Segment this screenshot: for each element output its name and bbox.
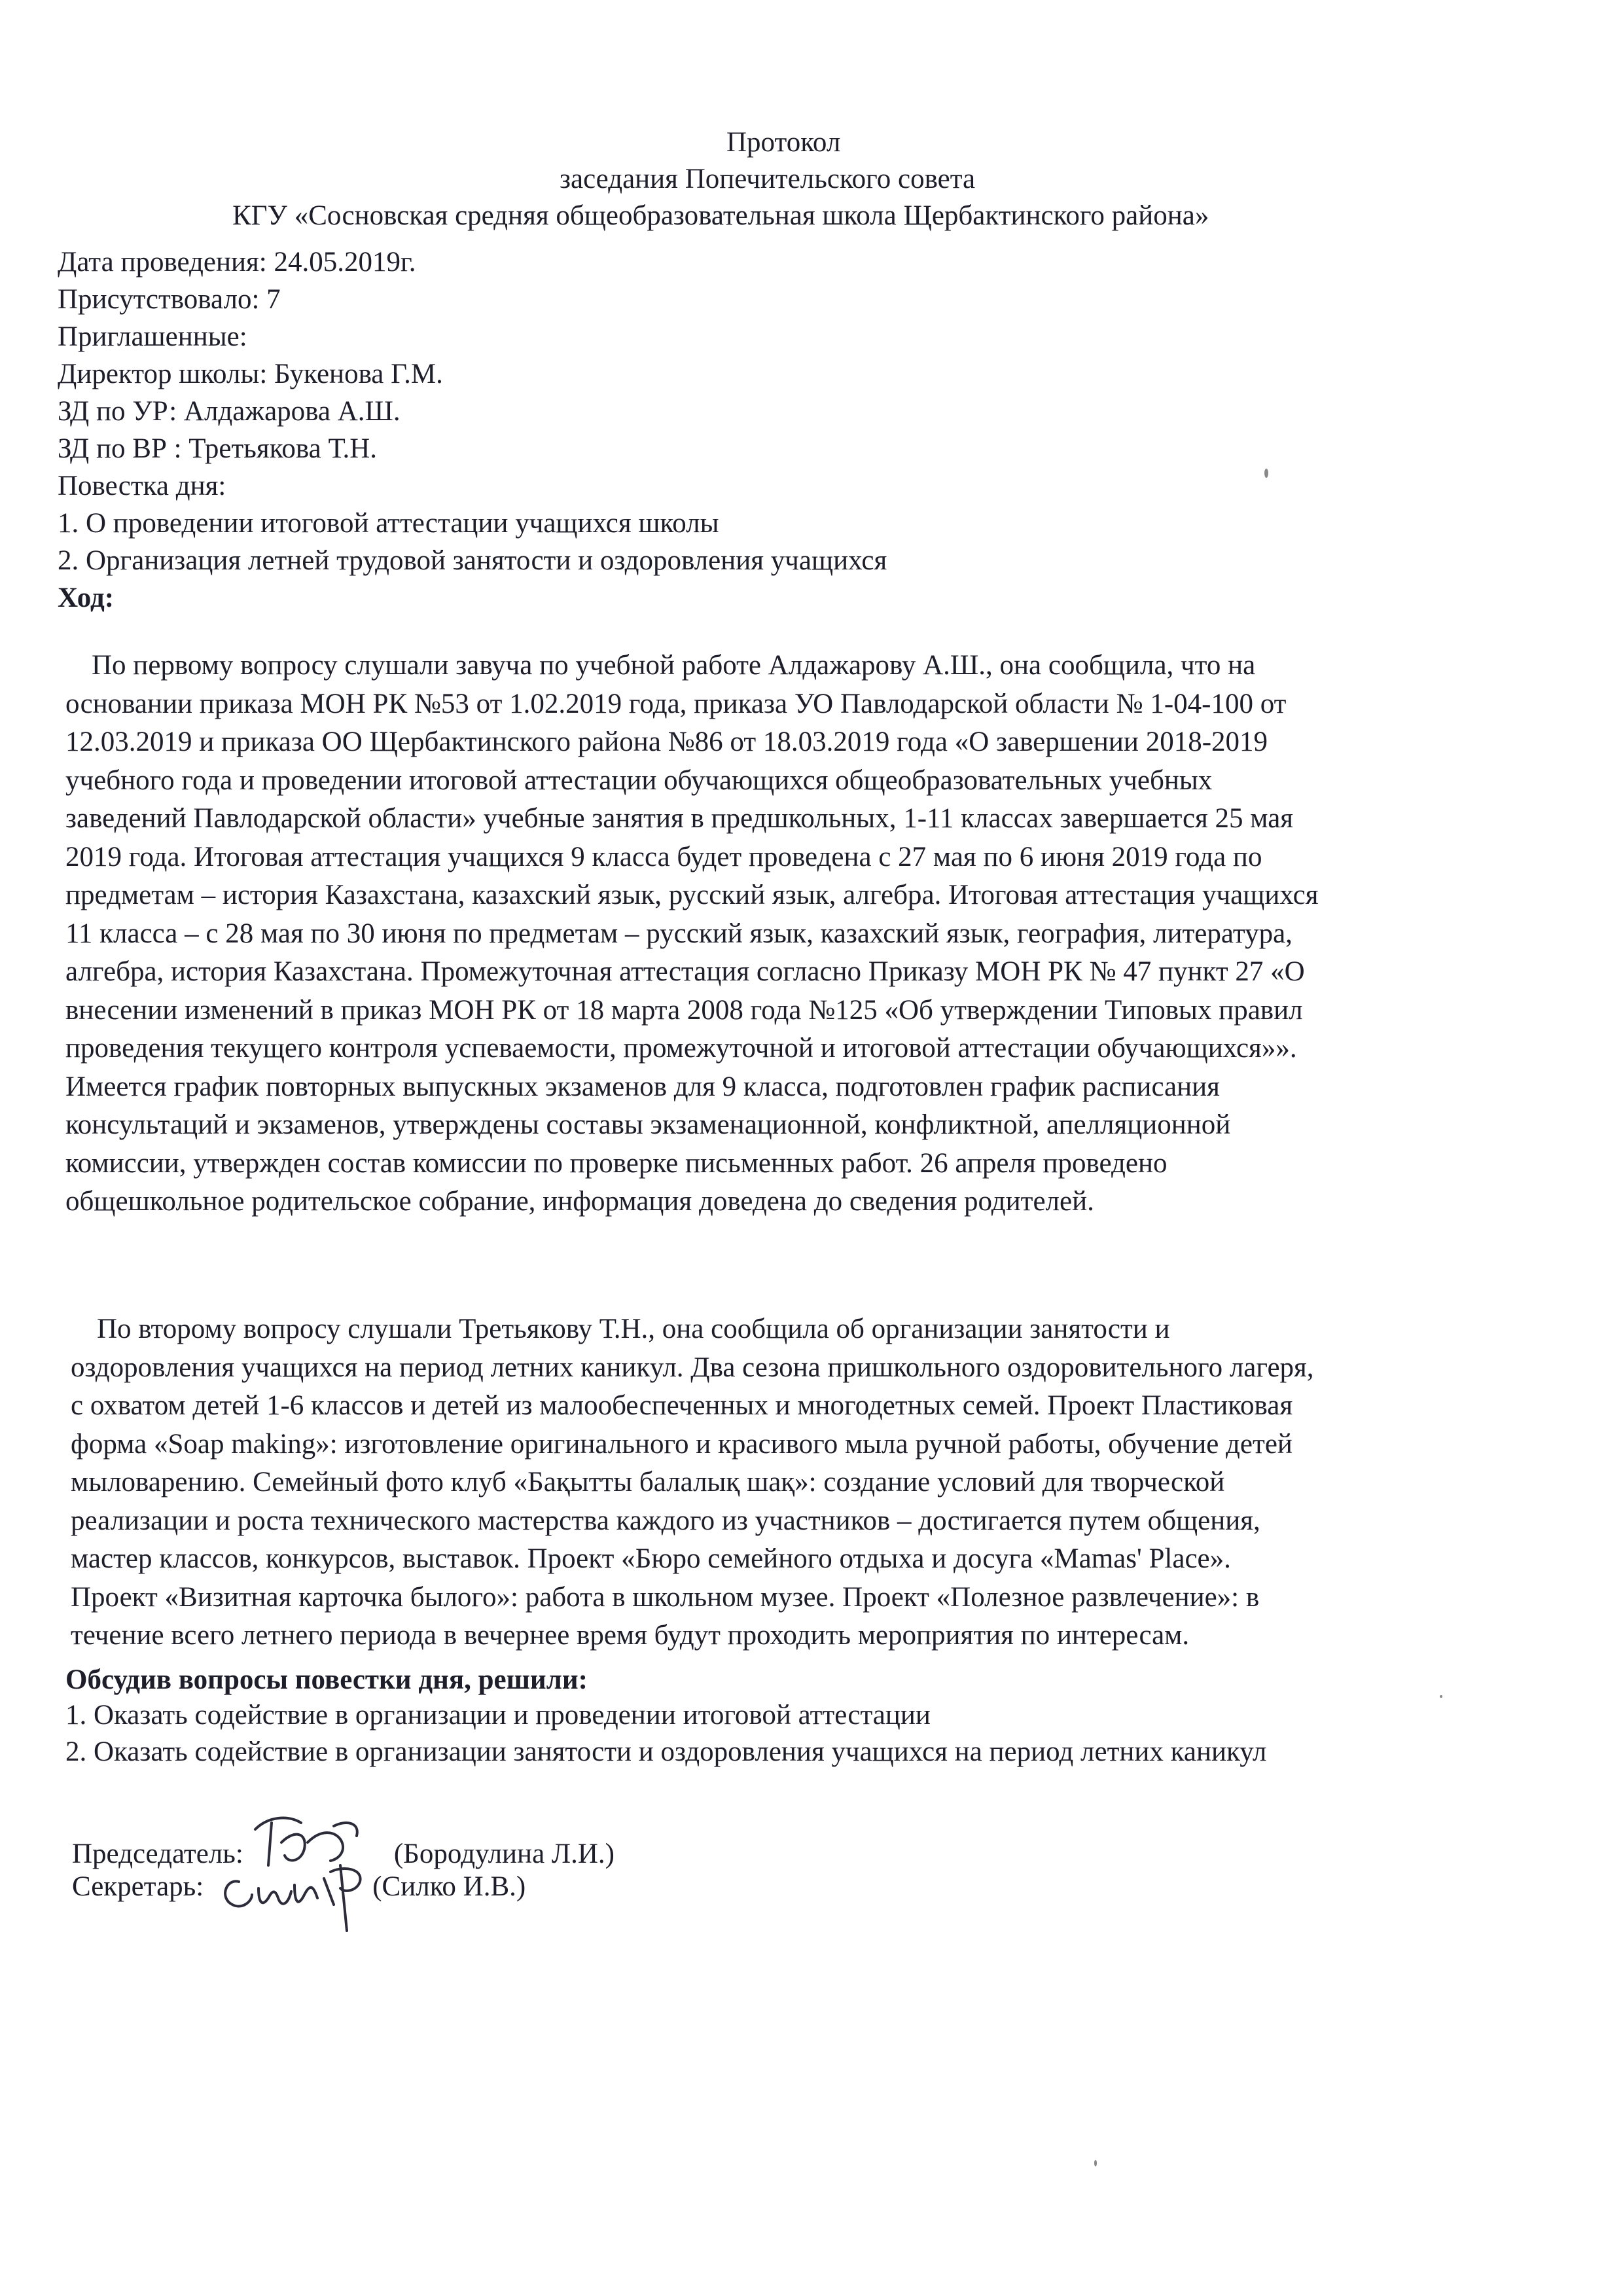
invited-label: Приглашенные:	[58, 321, 247, 352]
agenda-item: 1. О проведении итоговой аттестации учащихся школы	[58, 508, 719, 539]
agenda-item: 2. Организация летней трудовой занятости и оздоровления учащихся	[58, 545, 887, 576]
first-question-paragraph	[65, 647, 1544, 1221]
paragraph-line: учебного года и проведении итоговой аттестации обучающихся общеобразовательных учебных	[65, 764, 1213, 796]
paragraph-line: реализации и роста технического мастерства каждого из участников – достигается путем общения,	[71, 1505, 1260, 1536]
invited-deputy-vr: ЗД по ВР : Третьякова Т.Н.	[58, 433, 377, 464]
paragraph-line: комиссии, утвержден состав комиссии по проверке письменных работ. 26 апреля проведено	[65, 1147, 1168, 1179]
paragraph-line: форма «Soap making»: изготовление оригинального и красивого мыла ручной работы, обучение детей	[71, 1428, 1293, 1460]
paragraph-line: Имеется график повторных выпускных экзаменов для 9 класса, подготовлен график расписания	[65, 1071, 1220, 1102]
paragraph-line: течение всего летнего периода в вечернее время будут проходить мероприятия по интересам.	[71, 1620, 1190, 1651]
paragraph-line: предметам – история Казахстана, казахский язык, русский язык, алгебра. Итоговая аттестация учащихся	[65, 880, 1319, 910]
decision-item: 1. Оказать содействие в организации и проведении итоговой аттестации	[65, 1700, 931, 1731]
decision-item: 2. Оказать содействие в организации занятости и оздоровления учащихся на период летних каникул	[65, 1736, 1267, 1767]
proceedings-label: Ход:	[58, 583, 115, 613]
paragraph-line: Проект «Визитная карточка былого»: работа в школьном музее. Проект «Полезное развлечение»: в	[71, 1581, 1260, 1613]
scan-speck	[1094, 2160, 1097, 2166]
document-title: Протокол	[726, 127, 841, 158]
paragraph-line: внесении изменений в приказ МОН РК от 18 марта 2008 года №125 «Об утверждении Типовых правил	[65, 994, 1303, 1026]
second-question-paragraph	[71, 1310, 1550, 1655]
paragraph-line: основании приказа МОН РК №53 от 1.02.2019 года, приказа УО Павлодарской области № 1-04-100 от	[65, 688, 1287, 719]
meeting-date: Дата проведения: 24.05.2019г.	[58, 247, 416, 278]
paragraph-line: По второму вопросу слушали Третьякову Т.Н., она сообщила об организации занятости и	[97, 1314, 1170, 1344]
chair-name: (Бородулина Л.И.)	[393, 1839, 615, 1869]
scan-speck	[1440, 1695, 1442, 1698]
paragraph-line: алгебра, история Казахстана. Промежуточная аттестация согласно Приказу МОН РК № 47 пункт 27 «О	[65, 956, 1305, 987]
paragraph-line: заведений Павлодарской области» учебные занятия в предшкольных, 1-11 классах завершается 25 мая	[65, 803, 1294, 834]
paragraph-line: проведения текущего контроля успеваемости, промежуточной и итоговой аттестации обучающихся»».	[65, 1033, 1297, 1064]
organization-name: КГУ «Сосновская средняя общеобразовательная школа Щербактинского района»	[232, 200, 1209, 231]
paragraph-line: 2019 года. Итоговая аттестация учащихся 9 класса будет проведена с 27 мая по 6 июня 2019 года по	[65, 841, 1262, 872]
invited-deputy-ur: ЗД по УР: Алдажарова А.Ш.	[58, 396, 401, 427]
paragraph-line: мастер классов, конкурсов, выставок. Проект «Бюро семейного отдыха и досуга «Mamas' Place».	[71, 1543, 1231, 1574]
paragraph-line: 12.03.2019 и приказа ОО Щербактинского района №86 от 18.03.2019 года «О завершении 2018-2019	[65, 726, 1268, 757]
paragraph-line: общешкольное родительское собрание, информация доведена до сведения родителей.	[65, 1186, 1094, 1217]
paragraph-line: с охватом детей 1-6 классов и детей из малообеспеченных и многодетных семей. Проект Пластиковая	[71, 1390, 1293, 1421]
paragraph-line: мыловарению. Семейный фото клуб «Бақытты балалық шақ»: создание условий для творческой	[71, 1467, 1225, 1498]
secretary-name: (Силко И.В.)	[372, 1871, 526, 1902]
attendance-count: Присутствовало: 7	[58, 284, 281, 315]
secretary-label: Секретарь:	[72, 1871, 204, 1902]
invited-director: Директор школы: Букенова Г.М.	[58, 359, 443, 389]
paragraph-line: оздоровления учащихся на период летних каникул. Два сезона пришкольного оздоровительного лагеря,	[71, 1352, 1314, 1383]
paragraph-line: 11 класса – с 28 мая по 30 июня по предметам – русский язык, казахский язык, география, литература,	[65, 918, 1293, 949]
paragraph-line: По первому вопросу слушали завуча по учебной работе Алдажарову А.Ш., она сообщила, что на	[92, 650, 1256, 681]
agenda-label: Повестка дня:	[58, 471, 226, 501]
document-subtitle: заседания Попечительского совета	[560, 164, 976, 194]
scan-speck	[1264, 469, 1268, 478]
chair-label: Председатель:	[72, 1839, 243, 1869]
paragraph-line: консультаций и экзаменов, утверждены составы экзаменационной, конфликтной, апелляционной	[65, 1109, 1231, 1140]
decision-label: Обсудив вопросы повестки дня, решили:	[65, 1664, 588, 1695]
secretary-handwritten-signature	[213, 1852, 376, 1950]
